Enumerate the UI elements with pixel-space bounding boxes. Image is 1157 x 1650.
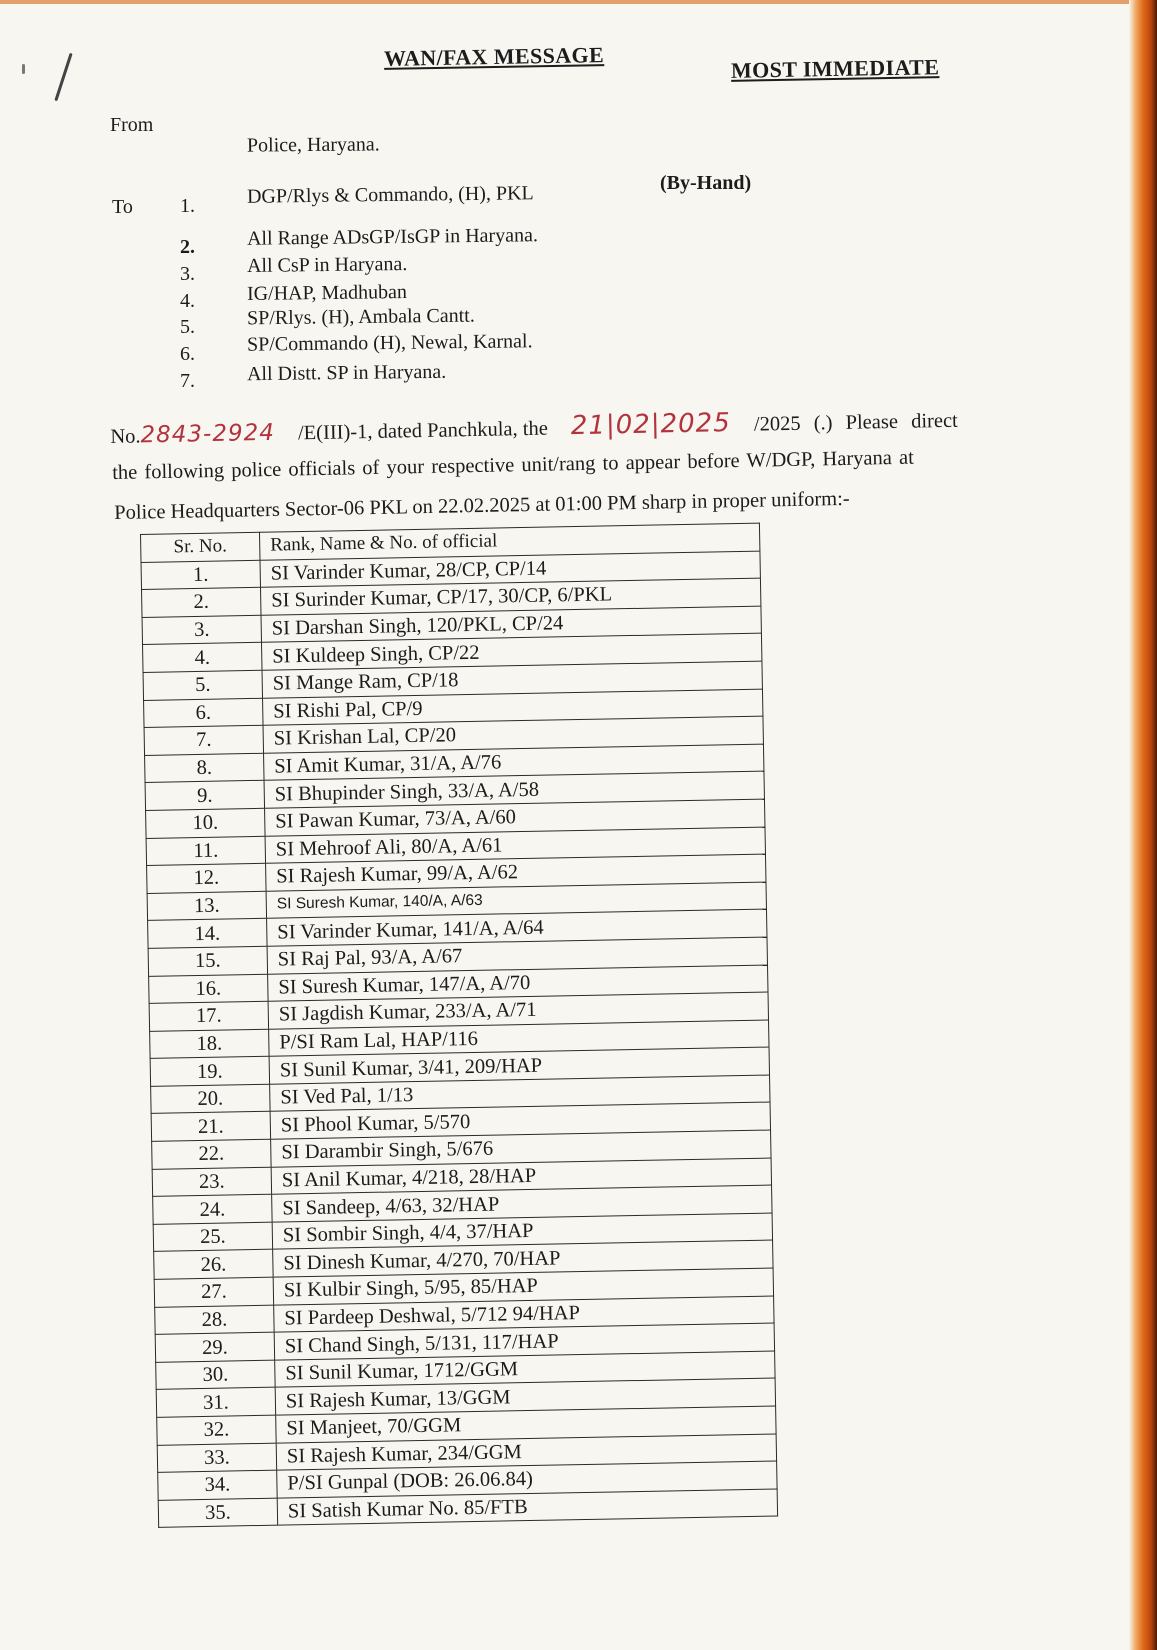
official-cell: SI Satish Kumar No. 85/FTB xyxy=(277,1489,777,1526)
instruction-line-3: Police Headquarters Sector-06 PKL on 22.02.2025 at 01:00 PM sharp in proper uniform:- xyxy=(114,487,850,524)
table-body xyxy=(141,551,778,1528)
reference-line xyxy=(110,404,958,450)
official-cell: SI Jagdish Kumar, 233/A, A/71 xyxy=(268,992,768,1029)
official-cell: SI Pardeep Deshwal, 5/712 94/HAP xyxy=(274,1296,774,1333)
sr-no-cell: 11. xyxy=(146,836,265,866)
sr-no-cell: 7. xyxy=(144,725,263,755)
sr-no-cell: 2. xyxy=(142,587,261,617)
sr-no-cell: 6. xyxy=(144,698,263,728)
sr-no-cell: 23. xyxy=(152,1167,271,1197)
official-cell: SI Raj Pal, 93/A, A/67 xyxy=(267,937,767,974)
official-cell: SI Kulbir Singh, 5/95, 85/HAP xyxy=(273,1268,773,1305)
official-cell: SI Darambir Singh, 5/676 xyxy=(271,1130,771,1167)
sr-no-cell: 15. xyxy=(148,946,267,976)
recipient-text: SP/Rlys. (H), Ambala Cantt. xyxy=(246,304,475,330)
official-cell: SI Sunil Kumar, 3/41, 209/HAP xyxy=(269,1047,769,1084)
reference-text: /E(III)-1, dated Panchkula, the xyxy=(297,417,549,445)
official-cell: SI Rajesh Kumar, 234/GGM xyxy=(276,1434,776,1471)
column-header-sr-no: Sr. No. xyxy=(141,532,260,562)
sr-no-cell: 22. xyxy=(152,1139,271,1169)
sr-no-cell: 35. xyxy=(158,1498,277,1528)
handwritten-letter-number: 2843-2924 xyxy=(140,419,276,449)
recipient-number: 7. xyxy=(180,370,195,392)
recipient-number: 2. xyxy=(180,236,195,258)
official-cell: SI Chand Singh, 5/131, 117/HAP xyxy=(274,1323,774,1360)
recipient-number: 1. xyxy=(180,195,195,217)
sr-no-cell: 17. xyxy=(149,1001,268,1031)
official-cell: SI Manjeet, 70/GGM xyxy=(276,1406,776,1443)
recipient-text: DGP/Rlys & Commando, (H), PKL xyxy=(246,182,534,208)
pen-stroke-mark xyxy=(54,53,72,101)
sr-no-cell: 29. xyxy=(155,1332,274,1362)
official-cell: SI Krishan Lal, CP/20 xyxy=(263,716,763,753)
official-cell: SI Amit Kumar, 31/A, A/76 xyxy=(264,744,764,781)
official-cell: SI Pawan Kumar, 73/A, A/60 xyxy=(265,799,765,836)
official-cell: SI Sunil Kumar, 1712/GGM xyxy=(275,1351,775,1388)
recipient-number: 3. xyxy=(180,263,195,285)
official-cell: SI Phool Kumar, 5/570 xyxy=(270,1103,770,1140)
recipient-text: All Range ADsGP/IsGP in Haryana. xyxy=(246,224,539,250)
sr-no-cell: 14. xyxy=(148,919,267,949)
official-cell: SI Rishi Pal, CP/9 xyxy=(263,689,763,726)
to-label: To xyxy=(112,196,133,218)
official-cell: SI Mange Ram, CP/18 xyxy=(262,661,762,698)
sr-no-cell: 10. xyxy=(146,808,265,838)
official-cell: SI Rajesh Kumar, 99/A, A/62 xyxy=(266,854,766,891)
from-value: Police, Haryana. xyxy=(246,133,380,157)
official-cell: SI Suresh Kumar, 147/A, A/70 xyxy=(268,965,768,1002)
official-cell: SI Anil Kumar, 4/218, 28/HAP xyxy=(271,1158,771,1195)
recipient-text: All CsP in Haryana. xyxy=(246,253,408,277)
sr-no-cell: 31. xyxy=(156,1388,275,1418)
sr-no-cell: 34. xyxy=(158,1470,277,1500)
sr-no-cell: 20. xyxy=(151,1084,270,1114)
official-cell: SI Mehroof Ali, 80/A, A/61 xyxy=(265,827,765,864)
officials-table xyxy=(140,523,778,1529)
official-cell: P/SI Ram Lal, HAP/116 xyxy=(269,1020,769,1057)
sr-no-cell: 28. xyxy=(155,1305,274,1335)
no-prefix: No. xyxy=(110,425,141,448)
official-cell: SI Varinder Kumar, 28/CP, CP/14 xyxy=(260,551,760,588)
official-cell: P/SI Gunpal (DOB: 26.06.84) xyxy=(277,1461,777,1498)
sr-no-cell: 9. xyxy=(145,781,264,811)
official-cell: SI Bhupinder Singh, 33/A, A/58 xyxy=(264,771,764,808)
sr-no-cell: 24. xyxy=(153,1194,272,1224)
sr-no-cell: 30. xyxy=(156,1360,275,1390)
from-label: From xyxy=(110,114,154,136)
official-cell: SI Suresh Kumar, 140/A, A/63 xyxy=(266,882,766,919)
recipient-text: All Distt. SP in Haryana. xyxy=(246,360,447,386)
sr-no-cell: 16. xyxy=(149,974,268,1004)
sr-no-cell: 33. xyxy=(157,1443,276,1473)
recipient-number: 6. xyxy=(180,343,195,365)
paper-top-edge xyxy=(0,0,1157,4)
sr-no-cell: 18. xyxy=(150,1029,269,1059)
sr-no-cell: 19. xyxy=(150,1057,269,1087)
sr-no-cell: 3. xyxy=(142,615,261,645)
official-cell: SI Varinder Kumar, 141/A, A/64 xyxy=(267,909,767,946)
official-cell: SI Ved Pal, 1/13 xyxy=(270,1075,770,1112)
recipient-text: SP/Commando (H), Newal, Karnal. xyxy=(246,330,533,356)
recipient-number: 4. xyxy=(180,290,195,312)
recipient-text: IG/HAP, Madhuban xyxy=(246,281,408,305)
official-cell: SI Kuldeep Singh, CP/22 xyxy=(262,634,762,671)
paper-right-edge xyxy=(1129,0,1157,1650)
priority-heading: MOST IMMEDIATE xyxy=(730,54,940,83)
official-cell: SI Surinder Kumar, CP/17, 30/CP, 6/PKL xyxy=(261,578,761,615)
sr-no-cell: 25. xyxy=(153,1222,272,1252)
official-cell: SI Darshan Singh, 120/PKL, CP/24 xyxy=(261,606,761,643)
sr-no-cell: 26. xyxy=(154,1250,273,1280)
official-cell: SI Rajesh Kumar, 13/GGM xyxy=(275,1378,775,1415)
sr-no-cell: 8. xyxy=(145,753,264,783)
sr-no-cell: 5. xyxy=(143,670,262,700)
reference-continued: /2025 (.) Please direct xyxy=(753,409,958,436)
official-cell: SI Sandeep, 4/63, 32/HAP xyxy=(272,1185,772,1222)
sr-no-cell: 12. xyxy=(147,863,266,893)
sr-no-cell: 1. xyxy=(141,560,260,590)
sr-no-cell: 4. xyxy=(143,643,262,673)
sr-no-cell: 27. xyxy=(154,1277,273,1307)
sr-no-cell: 32. xyxy=(157,1415,276,1445)
pen-dot-mark xyxy=(22,64,25,74)
wan-fax-heading: WAN/FAX MESSAGE xyxy=(383,42,605,71)
official-cell: SI Dinesh Kumar, 4/270, 70/HAP xyxy=(273,1240,773,1277)
column-header-official: Rank, Name & No. of official xyxy=(259,523,759,560)
sr-no-cell: 13. xyxy=(147,891,266,921)
by-hand-note: (By-Hand) xyxy=(660,172,752,194)
instruction-line-2: the following police officials of your respective unit/rang to appear before W/DGP, Haryana at xyxy=(112,446,914,484)
official-cell: SI Sombir Singh, 4/4, 37/HAP xyxy=(272,1213,772,1250)
sr-no-cell: 21. xyxy=(151,1112,270,1142)
handwritten-date: 21|02|2025 xyxy=(570,408,732,442)
recipient-number: 5. xyxy=(180,316,195,338)
